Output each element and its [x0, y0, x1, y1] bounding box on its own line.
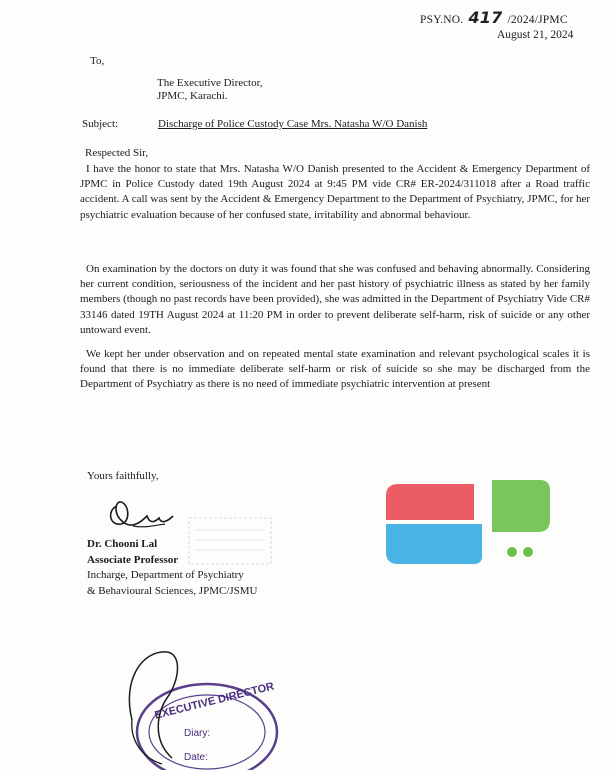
executive-director-seal	[112, 640, 282, 770]
signer-title: Associate Professor	[87, 553, 179, 566]
to-label: To,	[90, 55, 105, 67]
body-paragraph-1: I have the honor to state that Mrs. Natasha W/O Danish presented to the Accident & Emergency Department of JPMC in Police Custody dated 19th August 2024 at 9:45 PM vide CR# ER-2024/311018 after a Road traffic accident. A call was sent by the Accident & Emergency Department to the Department of Psychiatry, JPMC, for her psychiatric evaluation because of her confused state, irritability and abnormal behaviour.	[80, 163, 590, 221]
subject-line	[82, 118, 427, 130]
seal-top-text: EXECUTIVE DIRECTOR	[153, 680, 276, 722]
reference-number	[420, 8, 568, 27]
salutation: Respected Sir,	[85, 147, 149, 159]
seal-diary-label: Diary:	[184, 728, 211, 739]
signer-block	[87, 537, 258, 599]
recipient-line-2: JPMC, Karachi.	[157, 90, 228, 102]
news-watermark-logo	[382, 472, 557, 567]
recipient-line-1: The Executive Director,	[157, 77, 263, 89]
signer-department: Incharge, Department of Psychiatry	[87, 569, 244, 581]
signature-scribble	[103, 496, 183, 541]
subject-label: Subject:	[82, 118, 119, 130]
body-paragraph-3: We kept her under observation and on repeated mental state examination and relevant psychological scales it is found that there is no immediate deliberate self-harm or risk of suicide so she may be discharged from the Department of Psychiatry as there is no need of immediate psychiatric intervention at present	[80, 348, 590, 391]
recipient-address	[157, 77, 263, 103]
seal-date-label: Date:	[184, 752, 208, 763]
letter-date: August 21, 2024	[497, 29, 574, 41]
subject-text: Discharge of Police Custody Case Mrs. Natasha W/O Danish	[158, 118, 428, 130]
signer-name: Dr. Chooni Lal	[87, 538, 158, 550]
signer-affiliation: & Behavioural Sciences, JPMC/JSMU	[87, 584, 258, 597]
closing: Yours faithfully,	[87, 470, 159, 482]
body-paragraph-2: On examination by the doctors on duty it was found that she was confused and behaving abnormally. Considering her current condition, seriousness of the incident and her past history of psychiatric illness as stated by her family members (though no past records have been provided), she was admitted in the Department of Psychiatry Vide CR# 33146 dated 19TH August 2024 at 11:20 PM in order to prevent deliberate self-harm, risk of suicide or any other untoward event.	[80, 263, 590, 336]
ref-prefix: PSY.NO.	[420, 14, 464, 26]
ref-suffix: /2024/JPMC	[507, 14, 568, 26]
ref-number: 417	[468, 8, 503, 27]
